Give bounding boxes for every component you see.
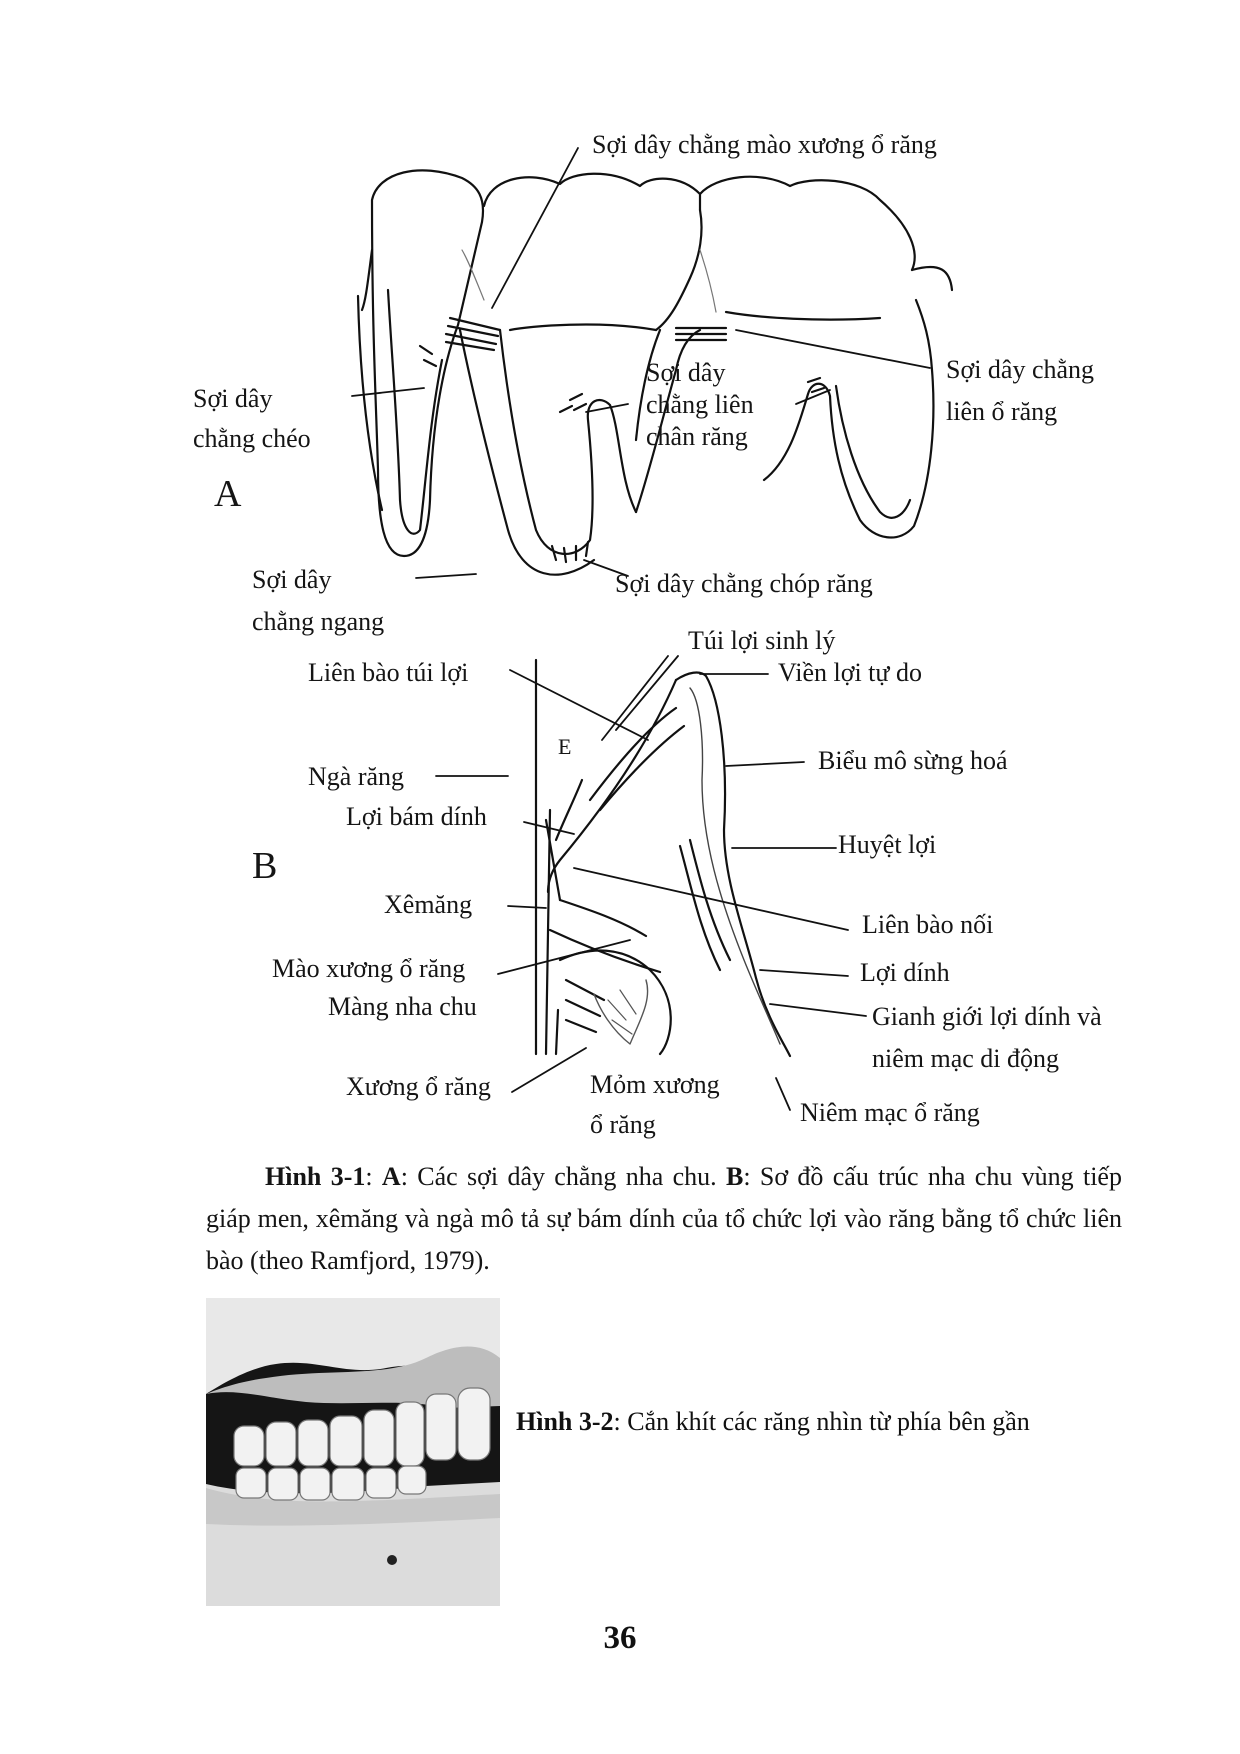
caption2-fig-label: Hình 3-2	[516, 1407, 614, 1436]
label-interalveolar-1: Sợi dây chằng	[946, 355, 1095, 384]
caption-b-text: : Sơ đồ cấu trúc nha chu vùng tiếp giáp men, xêmăng và ngà mô tả sự bám dính của tổ chức lợi vào răng bằng tổ chức liên bào (theo Ramfjord, 1979).	[206, 1162, 1122, 1275]
figure-a-letter: A	[214, 473, 242, 515]
figure-a-leaders	[352, 148, 930, 578]
caption-a-label: A	[381, 1162, 401, 1191]
label-apical-fibers: Sợi dây chằng chóp răng	[615, 569, 873, 598]
label-dentin: Ngà răng	[308, 762, 405, 791]
caption-fig-label: Hình 3-1	[265, 1162, 366, 1191]
label-junctional: Liên bào nối	[862, 910, 994, 939]
label-cementum: Xêmăng	[384, 890, 473, 919]
figure-3-2-caption	[516, 1405, 1030, 1439]
occlusion-photo-drawing	[206, 1298, 500, 1606]
figure-b-letter: B	[252, 845, 278, 887]
caption-b-label: B	[725, 1162, 744, 1191]
caption-sep: :	[365, 1162, 382, 1191]
caption2-text: : Cắn khít các răng nhìn từ phía bên gần	[613, 1407, 1030, 1436]
label-oblique-1: Sợi dây	[193, 384, 273, 413]
label-mgj-1: Gianh giới lợi dính và	[872, 1002, 1102, 1031]
page-number: 36	[603, 1620, 637, 1656]
label-attached-gingiva-left: Lợi bám dính	[346, 802, 487, 831]
label-alveolar-bone: Xương ổ răng	[346, 1072, 491, 1101]
label-alveolar-crest: Mào xương ổ răng	[272, 954, 466, 983]
label-oblique-2: chằng chéo	[193, 424, 311, 453]
label-interradicular-3: chân răng	[646, 422, 748, 451]
label-sulcus: Túi lợi sinh lý	[688, 626, 836, 655]
label-interradicular-2: chằng liên	[646, 390, 754, 419]
label-crest-fibers: Sợi dây chằng mào xương ổ răng	[592, 130, 937, 159]
label-horizontal-1: Sợi dây	[252, 565, 332, 594]
figure-b-leaders	[436, 656, 866, 1110]
label-process-1: Mỏm xương	[590, 1070, 720, 1099]
label-attached-gingiva: Lợi dính	[860, 958, 950, 987]
label-free-margin: Viền lợi tự do	[778, 658, 922, 687]
label-gingival-groove: Huyệt lợi	[838, 830, 937, 859]
label-interalveolar-2: liên ổ răng	[946, 397, 1058, 426]
occlusion-photo	[206, 1298, 500, 1606]
label-enamel-e: E	[558, 734, 572, 759]
label-horizontal-2: chằng ngang	[252, 607, 385, 636]
label-process-2: ổ răng	[590, 1110, 656, 1139]
figure-b-diagram	[536, 660, 790, 1056]
label-pdl: Màng nha chu	[328, 992, 477, 1021]
label-alveolar-mucosa: Niêm mạc ổ răng	[800, 1098, 980, 1127]
label-mgj-2: niêm mạc di động	[872, 1044, 1060, 1073]
label-sulcular-epithelium: Liên bào túi lợi	[308, 658, 469, 687]
label-keratinized: Biểu mô sừng hoá	[818, 746, 1008, 775]
label-interradicular-1: Sợi dây	[646, 358, 726, 387]
caption-a-text: : Các sợi dây chằng nha chu.	[400, 1162, 726, 1191]
figure-3-1-caption	[206, 1156, 1122, 1282]
